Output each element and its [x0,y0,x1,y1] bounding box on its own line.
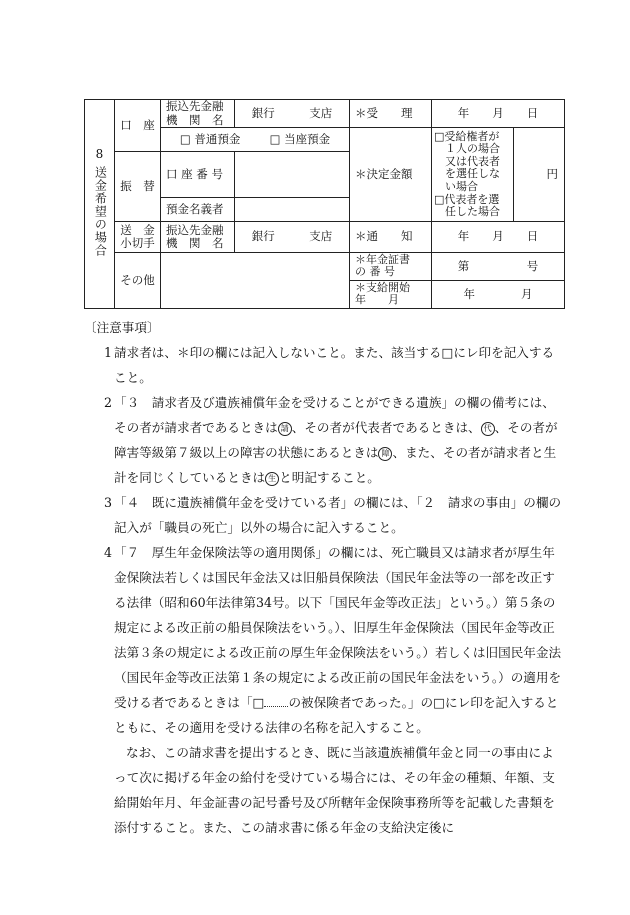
other-label: その他 [115,252,161,308]
decision-amount-label: ＊決定金額 [350,128,432,222]
receipt-label: ＊受 理 [350,100,432,128]
note-2-text-a: 「３ 請求者及び遺族補償年金を受けることができる遺族」の欄の備考には、その者が請求者であるときは [114,395,555,435]
note-item-2 [84,390,566,490]
note-2-text-c: 、その者が障害等級第７級以上の障害の状態にあるときは [114,420,558,460]
bank-branch-field-2[interactable]: 銀行 支店 [235,222,350,252]
deposit-current-checkbox[interactable]: □ 当座預金 [269,132,331,147]
notice-label: ＊通 知 [350,222,432,252]
section-number: 8 [95,146,104,161]
bank-name-label-2: 振込先金融 機 関 名 [161,222,235,252]
note-2-text-d: 、また、その者が請求者と生計を同じくしているときは [114,445,557,485]
note-3-number: 3 [104,495,113,510]
certificate-number-label: ＊年金証書 の 番 号 [350,252,432,280]
note-2-text-b: 、その者が代表者であるときは、 [291,420,481,435]
note-item-4 [84,540,566,740]
receipt-date-field: 年 月 日 [432,100,565,128]
dotted-blank [264,696,288,707]
note-2-text-e: と明記すること。 [279,470,380,485]
section-title: 送金希望の場合 [93,165,108,257]
other-field[interactable] [161,252,350,308]
remittance-form-table [84,99,565,309]
notes-section [84,315,566,840]
note-4-text-b: の被保険者であった。」の□にレ印を記入するとともに、その適用を受ける法律の名称を記入すること。 [114,695,559,735]
decision-options-cell [432,128,514,222]
deposit-normal-checkbox[interactable]: □ 普通預金 [179,132,241,147]
notes-heading: 〔注意事項〕 [84,320,160,335]
remittance-check-label: 送 金 小切手 [115,222,161,252]
furikae-label: 振 替 [115,152,161,222]
note-item-1 [84,340,566,390]
circle-mark-dai: 代 [481,422,495,436]
yen-cell: 円 [514,128,565,222]
note-paragraph: なお、この請求書を提出するとき、既に当該遺族補償年金と同一の事由によって次に掲げる年金の給付を受けている場合には、その年金の種類、年額、支給開始年月、年金証書の記号番号及び所轄年金保険事務所等を記載した書類を添付すること。また、この請求書に係る年金の支給決定後に [114,745,555,835]
note-2-number: 2 [104,395,113,410]
certificate-number-field: 第 号 [432,252,565,280]
notice-date-field: 年 月 日 [432,222,565,252]
option-representative-checkbox[interactable]: □代表者を選 [434,192,500,206]
account-holder-label: 預金名義者 [161,198,235,222]
payment-start-field: 年 月 [432,280,565,308]
note-1-text: 請求者は、＊印の欄には記入しないこと。また、該当する□にレ印を記入すること。 [114,345,555,385]
circle-mark-sei: 請 [278,422,292,436]
account-holder-field[interactable] [235,198,350,222]
option-single-text: １人の場合 又は代表者 を選任しな い場合 [445,142,500,194]
section-8-cell [85,100,115,309]
bank-branch-field[interactable]: 銀行 支店 [235,100,350,128]
account-number-field[interactable] [235,152,350,198]
deposit-type-row [161,128,350,152]
bank-name-label: 振込先金融 機 関 名 [161,100,235,128]
option-single-checkbox[interactable]: □受給権者が [434,129,500,143]
option-representative-text: 任した場合 [445,205,500,219]
circle-mark-sei2: 生 [265,472,279,486]
note-4-text-a: 「７ 厚生年金保険法等の適用関係」の欄には、死亡職員又は請求者が厚生年金保険法若しくは国民年金法又は旧船員保険法（国民年金法等の一部を改正する法律（昭和60年法律第34号。以下「国民年金等改正法」という。）第５条の規定による改正前の船員保険法をいう。）、旧厚生年金保険法（国民年金等改正法第３条の規定による改正前の厚生年金保険法をいう。）若しくは旧国民年金法（国民年金等改正法第１条の規定による改正前の国民年金法をいう。）の適用を受ける者であるときは「□ [114,545,562,710]
note-1-number: 1 [104,345,113,360]
circle-mark-sho: 障 [378,447,392,461]
account-number-label: 口 座 番 号 [161,152,235,198]
note-4-number: 4 [104,545,113,560]
koza-label: 口 座 [115,100,161,152]
note-item-3 [84,490,566,540]
note-3-text: 「４ 既に遺族補償年金を受けている者」の欄には、「２ 請求の事由」の欄の記入が「職員の死亡」以外の場合に記入すること。 [114,495,562,535]
payment-start-label: ＊支給開始 年 月 [350,280,432,308]
